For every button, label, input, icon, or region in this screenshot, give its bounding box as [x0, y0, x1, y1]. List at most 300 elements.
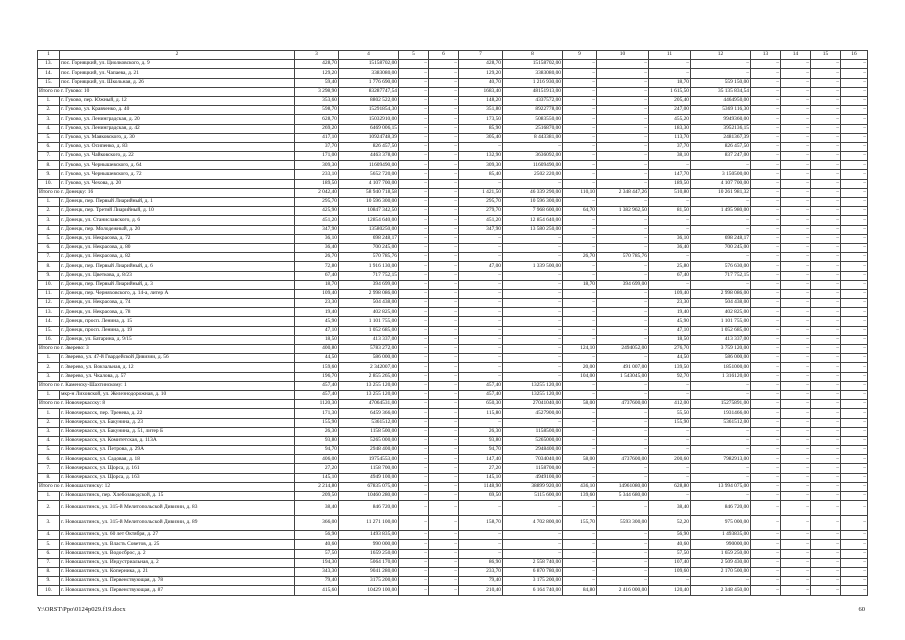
table-cell: –	[781, 96, 811, 105]
table-cell: –	[399, 262, 429, 271]
table-cell: 2 998 086,00	[339, 289, 399, 298]
table-cell: –	[811, 225, 841, 234]
table-cell: –	[811, 363, 841, 372]
table-cell: –	[751, 363, 781, 372]
table-cell: –	[751, 501, 781, 516]
table-cell: 5593 300,00	[597, 516, 649, 531]
table-cell: 12 854 640,00	[503, 216, 563, 225]
table-cell: –	[429, 531, 459, 540]
table-cell: 37,70	[649, 142, 691, 151]
table-cell: 132,90	[459, 152, 503, 161]
table-cell: –	[597, 418, 649, 427]
table-cell: 11609490,00	[503, 161, 563, 170]
address-cell: г. Донецк, ул. Некрасова, д. 78	[60, 308, 295, 317]
table-cell: 6 870 780,00	[503, 567, 563, 576]
table-cell: 94,70	[459, 446, 503, 455]
table-cell: –	[691, 216, 751, 225]
table-cell: 44,50	[649, 354, 691, 363]
table-cell: –	[751, 482, 781, 491]
table-cell: –	[503, 271, 563, 280]
row-number: 4.	[38, 225, 60, 234]
table-cell: –	[811, 540, 841, 549]
table-cell: –	[751, 60, 781, 69]
table-cell: –	[751, 400, 781, 409]
table-cell: –	[399, 400, 429, 409]
table-cell: 47,00	[459, 262, 503, 271]
column-number-cell: 15	[811, 51, 841, 60]
table-cell: –	[503, 531, 563, 540]
column-number-cell: 6	[429, 51, 459, 60]
table-cell: 124,10	[563, 345, 597, 354]
table-cell: 5361512,00	[339, 418, 399, 427]
address-cell: г. Донецк, ул. Станиславского, д. 6	[60, 216, 295, 225]
table-cell: –	[399, 124, 429, 133]
table-cell: –	[811, 124, 841, 133]
subtotal-label: Итого по г. Донецку: 16	[38, 188, 295, 197]
column-number-cell: 16	[841, 51, 868, 60]
table-cell: –	[399, 455, 429, 464]
table-cell: –	[811, 492, 841, 501]
row-number: 3.	[38, 115, 60, 124]
address-cell: г. Донецк, просп. Ленина, д. 15	[60, 317, 295, 326]
table-cell: –	[841, 345, 868, 354]
table-cell: 104,00	[563, 372, 597, 381]
table-cell: 846 720,00	[691, 501, 751, 516]
table-cell: –	[841, 96, 868, 105]
table-cell: –	[649, 436, 691, 445]
table-cell: –	[459, 372, 503, 381]
table-cell: –	[811, 96, 841, 105]
table-cell: –	[429, 69, 459, 78]
table-cell: –	[781, 446, 811, 455]
table-cell: –	[459, 271, 503, 280]
table-cell: 2948 400,00	[339, 446, 399, 455]
table-cell: –	[649, 492, 691, 501]
table-cell: –	[811, 280, 841, 289]
table-cell: 23,30	[649, 299, 691, 308]
address-cell: г. Новошахтинск, ул. Власть Советов, д. 25	[60, 540, 295, 549]
table-cell: –	[563, 409, 597, 418]
table-cell: –	[399, 558, 429, 567]
table-cell: 10429 100,00	[339, 586, 399, 595]
table-cell: –	[459, 253, 503, 262]
table-cell: –	[429, 179, 459, 188]
table-cell: 1 339 500,00	[503, 262, 563, 271]
table-cell: –	[811, 436, 841, 445]
table-cell: –	[563, 464, 597, 473]
table-cell: –	[781, 106, 811, 115]
table-cell: 148,20	[459, 96, 503, 105]
table-cell: –	[691, 436, 751, 445]
table-cell: –	[597, 299, 649, 308]
table-cell: –	[429, 326, 459, 335]
table-cell: 5115 600,00	[503, 492, 563, 501]
table-cell: 412,00	[649, 400, 691, 409]
table-cell: –	[811, 179, 841, 188]
table-cell: 18,50	[649, 335, 691, 344]
table-cell: –	[563, 262, 597, 271]
address-cell: г. Зверево, ул. 47-й Гвардейской Дивизии, д. 56	[60, 354, 295, 363]
table-cell: –	[811, 299, 841, 308]
table-cell: –	[811, 87, 841, 96]
table-cell: –	[429, 409, 459, 418]
table-cell: –	[429, 390, 459, 399]
table-cell: –	[429, 436, 459, 445]
row-number: 8.	[38, 567, 60, 576]
table-cell: –	[781, 234, 811, 243]
subtotal-label: Итого по г. Новочеркасску: 8	[38, 400, 295, 409]
table-cell: –	[811, 345, 841, 354]
table-cell: –	[811, 289, 841, 298]
table-cell: 1 615,50	[649, 87, 691, 96]
table-cell: –	[563, 225, 597, 234]
table-cell: 5361512,00	[691, 418, 751, 427]
row-number: 14.	[38, 317, 60, 326]
address-cell: г. Гуково, ул. Кравченко, д. 40	[60, 106, 295, 115]
address-cell: г. Новошахтинск, ул. 315-й Мелитопольской Дивизии, д. 89	[60, 516, 295, 531]
table-cell: –	[399, 170, 429, 179]
table-cell: 4527900,00	[503, 409, 563, 418]
table-cell: –	[781, 577, 811, 586]
table-cell: –	[563, 234, 597, 243]
table-cell: 451,20	[295, 216, 339, 225]
table-cell: –	[459, 243, 503, 252]
table-cell: –	[811, 464, 841, 473]
table-cell: –	[429, 418, 459, 427]
table-cell: 13255 120,00	[503, 390, 563, 399]
table-cell: 93,80	[295, 436, 339, 445]
table-body	[38, 51, 868, 596]
table-cell: 7034040,00	[503, 455, 563, 464]
table-row	[38, 390, 868, 399]
table-cell: –	[841, 354, 868, 363]
table-cell: –	[691, 198, 751, 207]
table-cell: 406,00	[295, 455, 339, 464]
table-cell: –	[563, 170, 597, 179]
table-cell: –	[781, 78, 811, 87]
table-cell: –	[597, 308, 649, 317]
table-cell: 8802 522,00	[339, 96, 399, 105]
row-number: 13.	[38, 308, 60, 317]
table-cell: 3 759 120,00	[691, 345, 751, 354]
table-cell: –	[691, 253, 751, 262]
table-cell: –	[751, 234, 781, 243]
table-cell: –	[841, 289, 868, 298]
table-cell: –	[597, 473, 649, 482]
table-cell: –	[429, 492, 459, 501]
table-cell: –	[811, 400, 841, 409]
table-cell: –	[399, 516, 429, 531]
table-cell: –	[399, 372, 429, 381]
table-cell: 36,40	[649, 243, 691, 252]
table-cell: –	[781, 492, 811, 501]
table-cell: 4463 378,00	[339, 152, 399, 161]
table-cell: –	[429, 455, 459, 464]
table-cell: 10 261 981,32	[691, 188, 751, 197]
table-cell: –	[597, 179, 649, 188]
row-number: 8.	[38, 473, 60, 482]
table-cell: –	[429, 243, 459, 252]
table-cell: –	[751, 558, 781, 567]
table-cell: 18,70	[295, 280, 339, 289]
table-cell: 305,40	[459, 133, 503, 142]
table-cell: –	[563, 427, 597, 436]
table-cell: 3 298,90	[295, 87, 339, 96]
table-cell: –	[563, 317, 597, 326]
table-cell: –	[781, 372, 811, 381]
table-row	[38, 418, 868, 427]
table-cell: –	[841, 549, 868, 558]
row-number: 2.	[38, 363, 60, 372]
table-cell: –	[649, 577, 691, 586]
table-cell: –	[751, 308, 781, 317]
table-cell: 559 150,00	[691, 78, 751, 87]
table-cell: –	[751, 115, 781, 124]
table-cell: –	[429, 207, 459, 216]
table-cell: 18,70	[649, 78, 691, 87]
address-cell: пос. Горняцкий, ул. Школьная, д. 26	[60, 78, 295, 87]
table-cell: 26,70	[295, 253, 339, 262]
table-cell: –	[841, 372, 868, 381]
address-cell: г. Гуково, ул. Ленинградская, д. 20	[60, 115, 295, 124]
table-cell: –	[811, 409, 841, 418]
page-number: 60	[858, 606, 865, 613]
table-cell: –	[649, 198, 691, 207]
table-cell: –	[597, 427, 649, 436]
table-cell: 5783 272,00	[339, 345, 399, 354]
table-cell: 1158500,00	[503, 427, 563, 436]
table-cell: –	[429, 96, 459, 105]
address-cell: г. Донецк, ул. Некрасова, д. 82	[60, 253, 295, 262]
table-cell: –	[751, 427, 781, 436]
table-cell: –	[429, 106, 459, 115]
table-cell: –	[503, 354, 563, 363]
table-cell: 5 344 680,00	[597, 492, 649, 501]
table-cell: –	[751, 549, 781, 558]
table-cell: –	[751, 354, 781, 363]
table-row	[38, 271, 868, 280]
table-cell: 2 348 447,26	[597, 188, 649, 197]
table-cell: –	[649, 446, 691, 455]
row-number: 9.	[38, 577, 60, 586]
table-cell: 2 998 086,00	[691, 289, 751, 298]
table-cell: –	[399, 271, 429, 280]
row-number: 5.	[38, 234, 60, 243]
table-cell: –	[399, 345, 429, 354]
table-cell: 2516870,00	[503, 124, 563, 133]
address-cell: г. Новошахтинск, ул. Индустриальная, д. 2	[60, 558, 295, 567]
table-cell: –	[781, 308, 811, 317]
table-cell: 700 245,00	[339, 243, 399, 252]
table-row	[38, 446, 868, 455]
table-cell: –	[811, 549, 841, 558]
table-cell: 18,50	[295, 335, 339, 344]
table-cell: –	[597, 170, 649, 179]
row-number: 3.	[38, 516, 60, 531]
row-number: 9.	[38, 271, 60, 280]
table-cell: –	[503, 299, 563, 308]
table-cell: –	[429, 335, 459, 344]
table-cell: –	[751, 567, 781, 576]
table-cell: 18,70	[563, 280, 597, 289]
table-cell: –	[563, 133, 597, 142]
table-cell: 155,90	[295, 418, 339, 427]
table-cell: 57,50	[649, 549, 691, 558]
table-row	[38, 549, 868, 558]
table-cell: 129,20	[459, 69, 503, 78]
address-cell: г. Гуково, ул. Чернышевского, д. 72	[60, 170, 295, 179]
table-cell: –	[841, 69, 868, 78]
table-cell: –	[597, 234, 649, 243]
table-row	[38, 115, 868, 124]
table-cell: 2 348 450,00	[691, 586, 751, 595]
table-cell: 69,50	[459, 492, 503, 501]
address-cell: г. Донецк, просп. Ленина, д. 19	[60, 326, 295, 335]
table-cell: –	[751, 418, 781, 427]
table-cell: –	[459, 540, 503, 549]
table-cell: –	[649, 253, 691, 262]
table-cell: –	[781, 60, 811, 69]
table-cell: 2 170 500,00	[691, 567, 751, 576]
table-cell: –	[399, 280, 429, 289]
table-cell: –	[399, 427, 429, 436]
table-cell: 990 000,00	[339, 540, 399, 549]
table-cell: –	[751, 372, 781, 381]
table-cell: –	[841, 317, 868, 326]
table-cell: –	[781, 299, 811, 308]
address-cell: г. Донецк, пер. Первый Лиарийный, д. 3	[60, 280, 295, 289]
row-number: 3.	[38, 372, 60, 381]
table-cell: 394 699,00	[597, 280, 649, 289]
table-cell: –	[781, 115, 811, 124]
row-number: 2.	[38, 501, 60, 516]
table-cell: 15032910,00	[339, 115, 399, 124]
row-number: 2.	[38, 106, 60, 115]
address-cell: г. Новочеркасск, ул. Петрова, д. 29А	[60, 446, 295, 455]
table-cell: 58,00	[563, 400, 597, 409]
table-row	[38, 492, 868, 501]
table-cell: –	[503, 372, 563, 381]
table-cell: 147,40	[459, 455, 503, 464]
table-cell: –	[751, 436, 781, 445]
table-cell: –	[781, 455, 811, 464]
table-cell: 145,10	[295, 473, 339, 482]
table-cell: –	[399, 299, 429, 308]
table-row	[38, 179, 868, 188]
table-cell: 295,70	[459, 198, 503, 207]
table-cell: –	[429, 482, 459, 491]
table-cell: –	[781, 253, 811, 262]
table-cell: –	[597, 531, 649, 540]
table-cell: –	[429, 262, 459, 271]
table-row	[38, 96, 868, 105]
row-number: 4.	[38, 124, 60, 133]
table-cell: 109,60	[649, 567, 691, 576]
table-cell: –	[399, 188, 429, 197]
table-cell: –	[399, 115, 429, 124]
table-cell: –	[751, 96, 781, 105]
table-cell: –	[841, 400, 868, 409]
table-cell: –	[503, 418, 563, 427]
table-cell: 4737600,00	[597, 400, 649, 409]
row-number: 1.	[38, 492, 60, 501]
table-cell: 1 101 755,00	[691, 317, 751, 326]
table-row	[38, 262, 868, 271]
row-number: 13.	[38, 60, 60, 69]
table-cell: –	[691, 473, 751, 482]
row-number: 6.	[38, 142, 60, 151]
table-cell: –	[841, 308, 868, 317]
table-cell: –	[597, 317, 649, 326]
table-cell: 110,10	[563, 188, 597, 197]
table-cell: –	[563, 106, 597, 115]
table-cell: 5083550,00	[503, 115, 563, 124]
table-cell: 1148,90	[459, 482, 503, 491]
table-cell: –	[841, 253, 868, 262]
table-cell: –	[429, 289, 459, 298]
table-cell: –	[459, 280, 503, 289]
table-cell: –	[563, 216, 597, 225]
table-cell: –	[429, 60, 459, 69]
table-cell: 4949 100,00	[339, 473, 399, 482]
table-cell: –	[429, 473, 459, 482]
column-number-cell: 11	[649, 51, 691, 60]
table-cell: –	[597, 262, 649, 271]
row-number: 1.	[38, 390, 60, 399]
address-cell: г. Гуково, ул. Чайковского, д. 22	[60, 152, 295, 161]
table-cell: 309,30	[459, 161, 503, 170]
table-cell: 1 495 980,00	[691, 207, 751, 216]
table-cell: –	[841, 124, 868, 133]
table-cell: –	[751, 69, 781, 78]
table-cell: –	[459, 308, 503, 317]
table-cell: –	[841, 492, 868, 501]
table-cell: –	[841, 531, 868, 540]
table-cell: 1 052 685,00	[691, 326, 751, 335]
address-cell: г. Новочеркасск, ул. Садовая, д. 18	[60, 455, 295, 464]
table-cell: –	[399, 152, 429, 161]
row-number: 6.	[38, 243, 60, 252]
table-cell: –	[751, 225, 781, 234]
table-cell: –	[751, 106, 781, 115]
row-number: 2.	[38, 418, 60, 427]
address-cell: г. Донецк, ул. Некрасова, д. 72	[60, 234, 295, 243]
table-cell: 347,90	[459, 225, 503, 234]
table-cell: 3383080,00	[503, 69, 563, 78]
table-cell: –	[399, 531, 429, 540]
row-number: 7.	[38, 558, 60, 567]
address-cell: г. Донецк, пер. Молодежный, д. 20	[60, 225, 295, 234]
table-cell: –	[751, 540, 781, 549]
table-cell: –	[811, 446, 841, 455]
table-row	[38, 253, 868, 262]
row-number: 1.	[38, 96, 60, 105]
table-cell: –	[597, 115, 649, 124]
table-cell: –	[563, 299, 597, 308]
column-number-cell: 3	[295, 51, 339, 60]
table-cell: –	[649, 280, 691, 289]
table-cell: 510,80	[649, 188, 691, 197]
table-cell: –	[399, 133, 429, 142]
subtotal-label: Итого по г. Гуково: 10	[38, 87, 295, 96]
table-cell: 586 000,00	[339, 354, 399, 363]
address-cell: г. Новошахтинск, ул. 315-й Мелитопольской Дивизии, д. 83	[60, 501, 295, 516]
table-cell: 92,70	[649, 372, 691, 381]
table-cell: –	[811, 234, 841, 243]
row-number: 14.	[38, 69, 60, 78]
table-cell: –	[429, 308, 459, 317]
table-cell: 1 916 130,00	[339, 262, 399, 271]
